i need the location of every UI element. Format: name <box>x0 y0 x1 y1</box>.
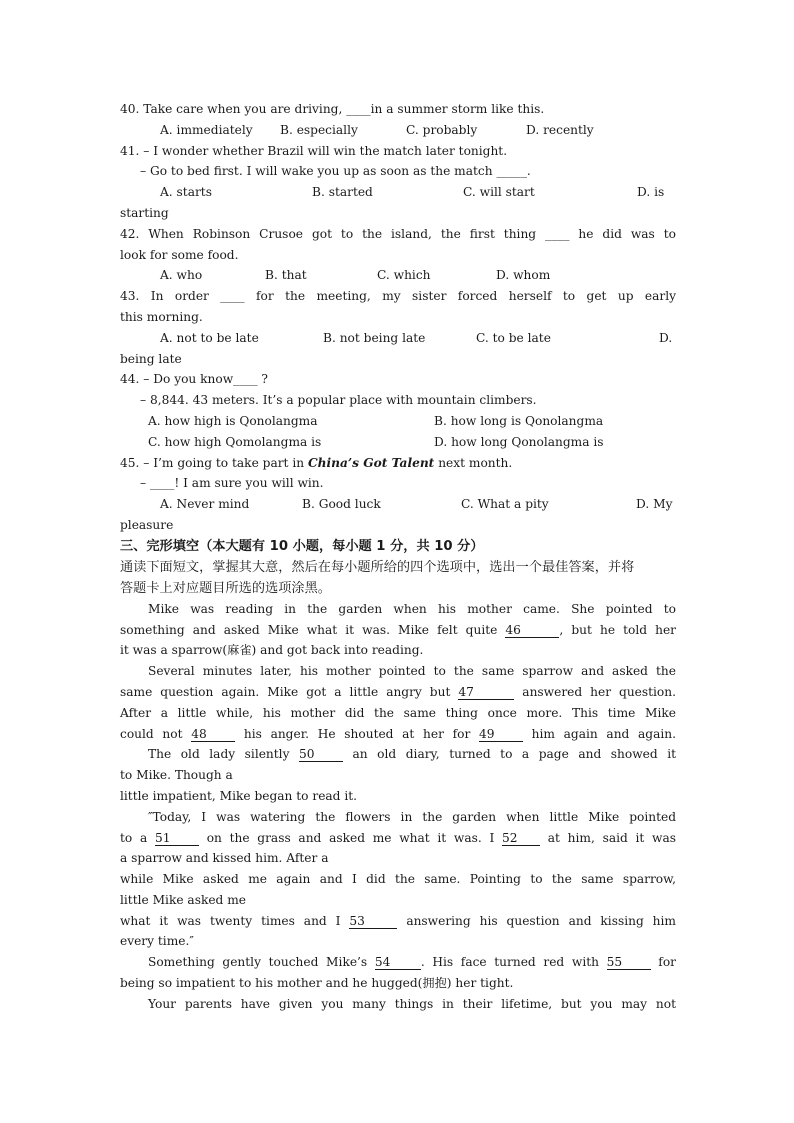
q45-line1-pre: 45. – I’m going to take part in <box>120 455 308 470</box>
blank-54: 54 <box>375 955 421 970</box>
q44-line2: – 8,844. 43 meters. It’s a popular place with mountain climbers. <box>140 393 537 408</box>
passage-p1-line2 <box>120 620 676 641</box>
q40-option-d: D. recently <box>526 122 594 137</box>
text-run: same question again. Mike got a little angry but <box>120 684 459 699</box>
passage-p4-line1: ″Today, I was watering the flowers in the garden when little Mike pointed <box>148 809 676 824</box>
q41-option-b: B. started <box>312 185 373 200</box>
passage-p5-line1 <box>120 952 676 973</box>
passage-p1-line3: it was a sparrow(麻雀) and got back into reading. <box>120 643 424 658</box>
text-run: . His face turned red with <box>420 955 607 970</box>
blank-53: 53 <box>349 914 397 929</box>
passage-p5-line2: being so impatient to his mother and he hugged(拥抱) her tight. <box>120 976 514 991</box>
q43-line1: 43. In order ____ for the meeting, my sister forced herself to get up early <box>120 289 676 304</box>
q43-options <box>120 328 676 349</box>
passage-p4-line7: every time.″ <box>120 934 194 949</box>
passage-p2-line3: After a little while, his mother did the same thing once more. This time Mike <box>120 705 676 720</box>
passage-p3-line3: little impatient, Mike began to read it. <box>120 788 358 803</box>
q40-stem: 40. Take care when you are driving, ____in a summer storm like this. <box>120 102 545 116</box>
blank-55: 55 <box>607 955 651 970</box>
q42-options <box>120 265 676 286</box>
q42-option-b: B. that <box>265 268 307 283</box>
text-run: could not <box>120 726 192 741</box>
q42-option-c: C. which <box>377 268 431 283</box>
section-instructions-2: 答题卡上对应题目所选的选项涂黑。 <box>120 580 331 596</box>
q44-option-b: B. how long is Qonolangma <box>434 413 604 428</box>
q41-option-d: D. is <box>637 185 665 200</box>
q45-option-d-cont: pleasure <box>120 517 174 532</box>
passage-p4-line5: little Mike asked me <box>120 892 246 907</box>
q44-option-a: A. how high is Qonolangma <box>148 413 318 428</box>
q41-line1: 41. – I wonder whether Brazil will win the match later tonight. <box>120 143 508 158</box>
q43-option-d-cont: being late <box>120 351 182 366</box>
q44-line1: 44. – Do you know____ ? <box>120 372 268 387</box>
q43-option-c: C. to be late <box>476 330 551 345</box>
q45-line1 <box>120 453 676 474</box>
passage-p2-line1: Several minutes later, his mother pointed to the same sparrow and asked the <box>148 664 676 679</box>
blank-48: 48 <box>191 727 235 742</box>
blank-50: 50 <box>299 747 343 762</box>
text-run: Something gently touched Mike’s <box>148 955 375 970</box>
text-run: his anger. He shouted at her for <box>235 726 479 741</box>
q42-option-a: A. who <box>160 268 203 283</box>
blank-49: 49 <box>479 727 523 742</box>
q45-option-d: D. My <box>636 497 673 512</box>
q40-options <box>120 120 676 141</box>
text-run: something and asked Mike what it was. Mike felt quite <box>120 622 506 637</box>
section-instructions-1: 通读下面短文，掌握其大意，然后在每小题所给的四个选项中，选出一个最佳答案，并将 <box>120 559 635 575</box>
text-run: him again and again. <box>522 726 676 741</box>
q45-line1-post: next month. <box>434 455 513 470</box>
q41-option-c: C. will start <box>463 185 535 200</box>
exam-page <box>120 99 676 1015</box>
blank-52: 52 <box>502 831 540 846</box>
q42-line1: 42. When Robinson Crusoe got to the island, the first thing ____ he did was to <box>120 226 676 241</box>
passage-p3-line1 <box>120 744 676 765</box>
q41-options <box>120 182 676 203</box>
q44-options-row1 <box>120 411 676 432</box>
q45-option-a: A. Never mind <box>160 497 250 512</box>
passage-p2-line2 <box>120 682 676 703</box>
passage-p2-line4 <box>120 724 676 745</box>
blank-47: 47 <box>458 685 514 700</box>
blank-51: 51 <box>155 831 199 846</box>
text-run: at him, said it was <box>540 830 677 845</box>
passage-p1-line1: Mike was reading in the garden when his mother came. She pointed to <box>148 601 676 616</box>
q40-option-c: C. probably <box>406 122 478 137</box>
text-run: an old diary, turned to a page and showed it <box>343 747 676 762</box>
q40-option-a: A. immediately <box>160 122 253 137</box>
text-run: , but he told her <box>559 622 676 637</box>
q42-line2: look for some food. <box>120 247 239 262</box>
q43-option-b: B. not being late <box>323 330 426 345</box>
q45-option-b: B. Good luck <box>302 497 381 512</box>
text-run: what it was twenty times and I <box>120 913 350 928</box>
passage-p6-line1: Your parents have given you many things in their lifetime, but you may not <box>148 996 676 1011</box>
section-heading: 三、完形填空（本大题有 10 小题，每小题 1 分，共 10 分） <box>120 538 484 554</box>
text-run: The old lady silently <box>148 747 299 762</box>
q41-option-a: A. starts <box>160 185 212 200</box>
q45-line2: – ____! I am sure you will win. <box>140 476 324 491</box>
passage-p4-line6 <box>120 911 676 932</box>
q45-option-c: C. What a pity <box>461 497 549 512</box>
passage-p4-line3: a sparrow and kissed him. After a <box>120 851 329 866</box>
q44-options-row2 <box>120 432 676 453</box>
q45-options <box>120 494 676 515</box>
q41-option-d-cont: starting <box>120 205 169 220</box>
text-run: for <box>650 955 676 970</box>
passage-p4-line2 <box>120 828 676 849</box>
blank-46: 46 <box>505 623 559 638</box>
text-run: on the grass and asked me what it was. I <box>198 830 503 845</box>
q40-option-b: B. especially <box>280 122 358 137</box>
q43-line2: this morning. <box>120 309 203 324</box>
q43-option-d: D. <box>659 330 673 345</box>
text-run: answered her question. <box>514 684 676 699</box>
q44-option-c: C. how high Qomolangma is <box>148 434 322 449</box>
passage-p3-line2: to Mike. Though a <box>120 768 233 783</box>
q45-show-title: China’s Got Talent <box>307 455 435 470</box>
q44-option-d: D. how long Qonolangma is <box>434 434 604 449</box>
q43-option-a: A. not to be late <box>160 330 259 345</box>
passage-p4-line4: while Mike asked me again and I did the same. Pointing to the same sparrow, <box>120 872 676 887</box>
q42-option-d: D. whom <box>496 268 551 283</box>
text-run: to a <box>120 830 155 845</box>
text-run: answering his question and kissing him <box>397 913 676 928</box>
q41-line2: – Go to bed first. I will wake you up as soon as the match _____. <box>140 164 531 179</box>
